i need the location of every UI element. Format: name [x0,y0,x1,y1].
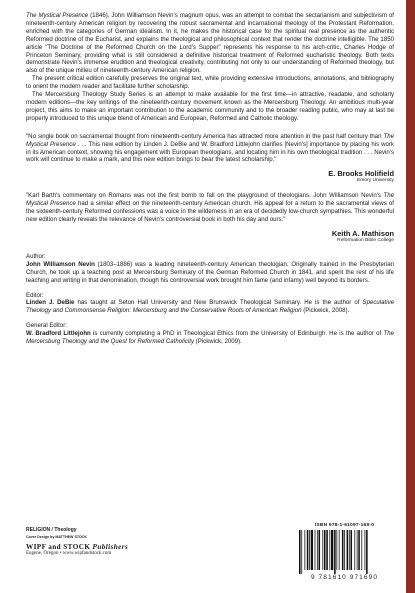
contributor-bio [26,330,394,346]
bio-text: has taught at Seton Hall University and New Brunswick Theological Seminary. He is the author of [74,299,363,307]
bio-text: (1803–1886) was a leading nineteenth-century American theologian. Originally trained in the Presbyterian Church, he took up a teaching post at Mercersburg Seminary of the German Reformed Church in 1841, and spent the rest of his life teaching and writing in that denomination, though his controversial work brought him fame (and infamy) well beyond its borders. [26,260,394,284]
endorser-name: Keith A. Mathison [331,228,394,238]
quote-title: The Mystical Presence [26,132,394,148]
contributor-role: Author: [26,252,46,260]
barcode-bar [319,530,321,570]
endorser [26,229,394,244]
barcode-bar [317,530,318,570]
publisher-block [26,527,246,557]
category-label: RELIGION / Theology [26,527,77,533]
barcode-bar [329,530,330,570]
barcode-bar [307,530,309,570]
description-paragraph-3: The Mercersburg Theology Study Series is an attempt to make available for the first time—in attractive, readable, and scholarly modern editions—the key writings of the nineteenth-century movement known as the Mercersburg Theology. An ambitious multi-year project, this aims to make an important contribution to the academic community and to the broader reading public, who may at last be properly introduced to this unique blend of American and European, Reformed and Catholic theology. [26,91,394,122]
contributor-role: Editor: [26,291,44,299]
description-paragraph-2: The present critical edition carefully preserves the original text, while providing extensive introductions, annotations, and bibliography to orient the modern reader and facilitate further scholarship. [26,75,394,91]
barcode-bar [326,530,328,570]
barcode-bar [336,530,337,570]
bio-text: (Pickwick, 2009). [194,338,242,346]
bio-text: is currently completing a PhD in Theological Ethics from the University of Edinburgh. He is the author of [90,330,384,338]
barcode-bar [322,530,323,570]
endorsement-1 [26,133,394,185]
contributor-name: W. Bradford Littlejohn [26,330,91,338]
contributor-editor [26,292,394,316]
barcode-bar [365,530,366,570]
contributor-bio [26,299,394,315]
quote-text: "No single book on sacramental thought from nineteenth-century America has attracted more attention in the past half century than [26,132,384,140]
barcode-bar [309,530,310,570]
endorsement-quote [26,192,394,224]
endorser-name: E. Brooks Holifield [328,169,394,179]
endorser-affiliation: Emory University [357,178,394,184]
barcode-bar [342,530,344,570]
barcode-bar [361,530,362,570]
contributor-name: Linden J. DeBie [26,299,75,307]
contributor-general-editor [26,322,394,346]
barcode-bar [334,530,336,574]
description-text: (1846), John Williamson Nevin's magnum opus, was an attempt to combat the sectarianism and subjectivism of nineteenth-century American religion by recovering the robust sacramental and incarnational theology of the Protestant Reformation, enriched with the categories of German idealism. In it, he makes the historical case for the spiritual real presence as the authentic Reformed doctrine of the Eucharist, and explains the theological and philosophical context that render the doctrine intelligible. The 1850 article "The Doctrine of the Reformed Church on the Lord's Supper" represents his response to his arch-critic, Charles Hodge of Princeton Seminary, providing what is still considered a definitive historical treatment of Reformed eucharistic theology. Both texts demonstrate Nevin's immense erudition and theological creativity, contributing not only to our understanding of Reformed theology, but also of the unique milieu of nineteenth-century American religion. [26,12,394,75]
publisher-suffix: Publishers [90,543,129,551]
barcode-bar [349,530,350,570]
barcode-bar [347,530,349,570]
quote-text: . . . This new edition by Linden J. DeBie and W. Bradford Littlejohn clarifies [Nevin's] importance by placing his work in its American context, showing his engagement with European theologians, and locating him in his own theological tradition . . . Nevin's work will continue to make a mark, and this new edition brings to bear the latest scholarship." [26,140,394,164]
barcode-bar [344,530,345,570]
endorsement-quote [26,133,394,165]
barcode-icon [298,530,391,574]
cover-design-credit: Cover Design by MATTHEW STOCK [26,535,87,539]
barcode-bar [315,530,316,570]
endorser [26,169,394,184]
barcode-bar [304,530,305,570]
contributor-name: John Williamson Nevin [26,260,95,268]
isbn-barcode [297,523,392,587]
publisher-address: Eugene, Oregon • www.wipfandstock.com [26,551,112,556]
book-title: The Mystical Presence [26,12,89,19]
endorser-affiliation: Reformation Bible College [337,237,394,243]
endorsement-2 [26,192,394,244]
description-paragraph-1 [26,12,394,75]
barcode-bar [350,530,352,570]
isbn-text: ISBN 978-1-61097-169-0 [314,523,375,528]
publisher-logo [26,543,246,551]
quote-text: had a similar effect on the nineteenth-century American church. His appeal for a return to the sacramental views of the sixteenth-century Reformed confessions was a voice in the wilderness in an era of decidedly low-church sympathies. This wonderful new edition clearly reveals the relevance of Nevin's controversial book in both his day and ours." [26,200,394,224]
bio-book-title: Speculative Theology and Commonsense Religion: Mercersburg and the Conservative Roots of American Religion [26,299,395,315]
back-cover-content [26,12,394,346]
barcode-bar [331,530,333,570]
barcode-bar [357,530,358,570]
quote-text: "Karl Barth's commentary on Romans was not the first bomb to fall on the playground of theologians. John Williamson Nevin's [26,192,384,200]
contributor-role: General Editor: [26,322,67,330]
spine-strip [406,0,415,593]
barcode-bar [358,530,360,570]
barcode-bar [299,530,301,574]
bio-book-title: The Mercersburg Theology and the Quest for Reformed Catholicity [26,330,394,346]
barcode-bar [324,530,326,570]
contributor-bio [26,261,394,285]
contributor-author [26,253,394,285]
barcode-bar [366,530,368,574]
barcode-bar [354,530,355,570]
barcode-bar [311,530,313,570]
publisher-name: WIPF and STOCK [26,543,91,551]
barcode-bar [301,530,302,574]
barcode-digits: 9 781610 971690 [310,574,379,581]
bio-text: (Pickwick, 2008). [301,307,350,315]
quote-title: The Mystical Presence [26,192,394,208]
barcode-bar [339,530,340,570]
